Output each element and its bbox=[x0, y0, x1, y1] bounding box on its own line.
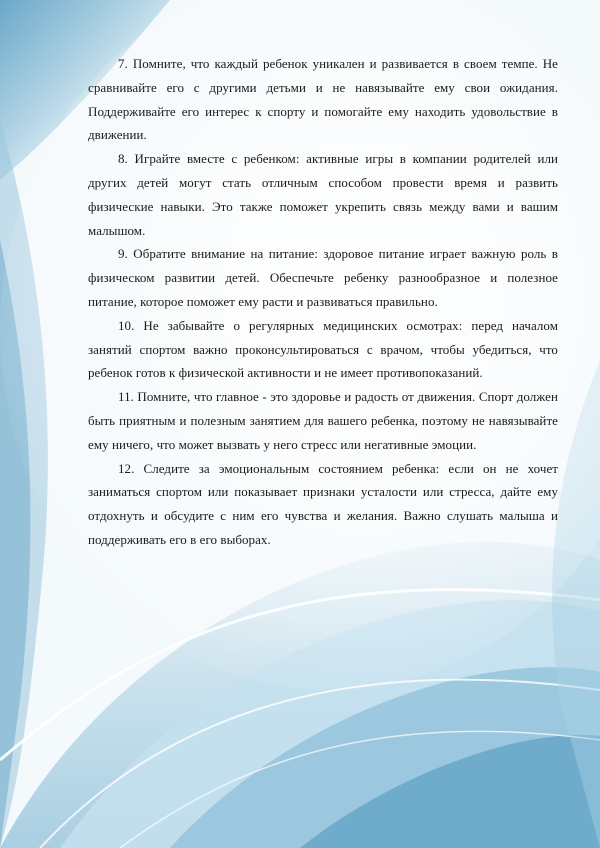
paragraph-7: 7. Помните, что каждый ребенок уникален и развивается в своем темпе. Не сравнивайте его с другими детьми и не навязывайте ему свои ожидания. Поддерживайте его интерес к спорту и помогайте ему находить удовольствие в движении. bbox=[88, 56, 558, 143]
paragraph-11: 11. Помните, что главное - это здоровье и радость от движения. Спорт должен быть приятным и полезным занятием для вашего ребенка, поэтому не навязывайте ему ничего, что может вызвать у него стресс или негативные эмоции. bbox=[88, 389, 558, 452]
paragraph-9: 9. Обратите внимание на питание: здоровое питание играет важную роль в физическом развитии детей. Обеспечьте ребенку разнообразное и полезное питание, которое поможет ему расти и развиваться правильно. bbox=[88, 246, 558, 309]
document-body bbox=[88, 52, 558, 552]
paragraph-8: 8. Играйте вместе с ребенком: активные игры в компании родителей или других детей могут стать отличным способом провести время и развить физические навыки. Это также поможет укрепить связь между вами и вашим малышом. bbox=[88, 151, 558, 238]
paragraph-12: 12. Следите за эмоциональным состоянием ребенка: если он не хочет заниматься спортом или показывает признаки усталости или стресса, дайте ему отдохнуть и обсудите с ним его чувства и желания. Важно слушать малыша и поддерживать его в его выборах. bbox=[88, 460, 558, 547]
paragraph-10: 10. Не забывайте о регулярных медицинских осмотрах: перед началом занятий спортом важно проконсультироваться с врачом, чтобы убедиться, что ребенок готов к физической активности и не имеет противопоказаний. bbox=[88, 317, 558, 381]
